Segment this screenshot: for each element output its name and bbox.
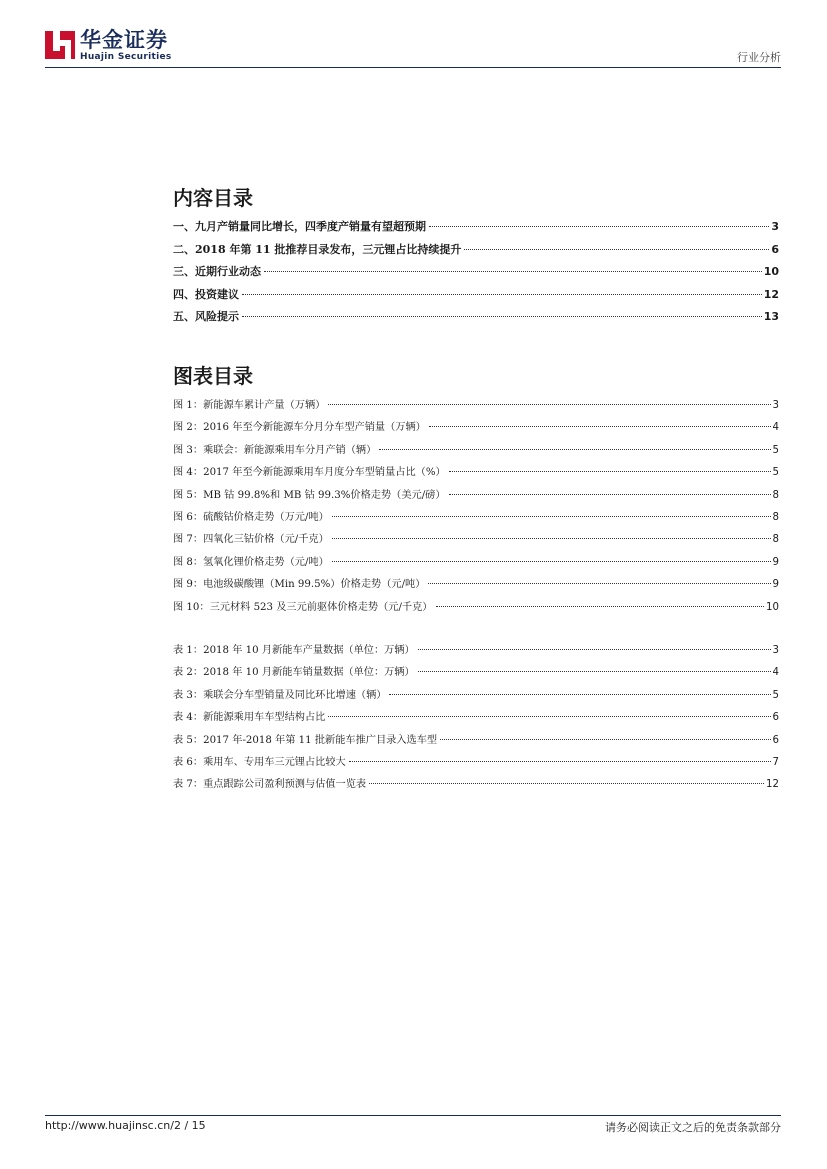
contents-entry-label: 四、投资建议	[173, 287, 239, 301]
dot-leader	[418, 649, 771, 650]
contents-entry[interactable]	[173, 241, 779, 264]
dot-leader	[242, 294, 762, 295]
contents-entry[interactable]	[173, 218, 779, 241]
figures-title: 图表目录	[173, 364, 253, 388]
table-entry-page: 6	[772, 712, 779, 724]
contents-entry[interactable]	[173, 308, 779, 331]
figure-entry-page: 5	[772, 444, 779, 456]
figure-entry-page: 8	[772, 534, 779, 546]
footer-url[interactable]: http://www.huajinsc.cn/2 / 15	[45, 1119, 206, 1132]
figure-entry-label: 图 3：乘联会：新能源乘用车分月产销（辆）	[173, 444, 377, 456]
page-header	[45, 28, 781, 68]
dot-leader	[429, 226, 769, 227]
dot-leader	[242, 316, 762, 317]
dot-leader	[369, 783, 764, 784]
dot-leader	[418, 671, 771, 672]
table-entry-label: 表 4：新能源乘用车车型结构占比	[173, 712, 326, 724]
figure-entry[interactable]	[173, 396, 779, 418]
figure-entry[interactable]	[173, 553, 779, 575]
dot-leader	[332, 561, 771, 562]
figure-entry-label: 图 4：2017 年至今新能源乘用车月度分车型销量占比（%）	[173, 467, 446, 479]
figure-entry[interactable]	[173, 598, 779, 620]
table-entry[interactable]	[173, 686, 779, 708]
table-entry-page: 7	[772, 756, 779, 768]
contents-entry[interactable]	[173, 286, 779, 309]
contents-entry-label: 三、近期行业动态	[173, 265, 261, 278]
header-divider	[45, 67, 781, 68]
contents-entry-label: 二、2018 年第 11 批推荐目录发布，三元锂占比持续提升	[173, 242, 462, 256]
figures-list	[173, 396, 779, 620]
contents-entry-page: 12	[763, 287, 779, 301]
figure-entry[interactable]	[173, 418, 779, 440]
dot-leader	[464, 249, 769, 250]
figure-entry-label: 图 6：硫酸钴价格走势（万元/吨）	[173, 511, 329, 523]
figure-entry-label: 图 8：氢氧化锂价格走势（元/吨）	[173, 556, 329, 568]
figure-entry-label: 图 7：四氧化三钴价格（元/千克）	[173, 534, 329, 546]
footer-disclaimer: 请务必阅读正文之后的免责条款部分	[605, 1121, 781, 1134]
contents-list	[173, 218, 779, 331]
dot-leader	[428, 583, 770, 584]
table-entry[interactable]	[173, 753, 779, 775]
figure-entry-page: 8	[772, 489, 779, 501]
figure-entry-page: 4	[772, 422, 779, 434]
dot-leader	[349, 761, 771, 762]
figure-entry-page: 5	[772, 467, 779, 479]
contents-entry-page: 10	[763, 265, 779, 278]
table-entry-page: 6	[772, 734, 779, 746]
footer-divider	[45, 1115, 781, 1116]
table-entry[interactable]	[173, 775, 779, 797]
figure-entry-page: 9	[772, 579, 779, 591]
contents-entry-label: 五、风险提示	[173, 310, 239, 323]
figure-entry[interactable]	[173, 486, 779, 508]
table-entry-label: 表 5：2017 年-2018 年第 11 批新能车推广目录入选车型	[173, 734, 438, 746]
figure-entry[interactable]	[173, 575, 779, 597]
figure-entry-label: 图 2：2016 年至今新能源车分月分车型产销量（万辆）	[173, 422, 426, 434]
figure-entry[interactable]	[173, 441, 779, 463]
dot-leader	[379, 449, 770, 450]
figure-entry-page: 3	[772, 400, 779, 411]
brand-name-cn: 华金证券	[80, 28, 168, 52]
figure-entry-page: 10	[766, 601, 779, 613]
contents-entry-label: 一、九月产销量同比增长，四季度产销量有望超预期	[173, 220, 426, 233]
table-entry-label: 表 2：2018 年 10 月新能车销量数据（单位：万辆）	[173, 667, 415, 679]
figure-entry-page: 9	[772, 556, 779, 568]
table-entry-label: 表 3：乘联会分车型销量及同比环比增速（辆）	[173, 689, 387, 701]
figure-entry-label: 图 1：新能源车累计产量（万辆）	[173, 400, 326, 411]
table-entry-page: 5	[772, 689, 779, 701]
contents-entry[interactable]	[173, 263, 779, 286]
dot-leader	[440, 739, 770, 740]
table-entry-page: 4	[772, 667, 779, 679]
table-entry[interactable]	[173, 641, 779, 663]
contents-entry-page: 6	[771, 242, 779, 256]
figure-entry-label: 图 10：三元材料 523 及三元前驱体价格走势（元/千克）	[173, 601, 433, 613]
tables-list	[173, 641, 779, 798]
figure-entry[interactable]	[173, 508, 779, 530]
company-logo	[45, 28, 185, 64]
dot-leader	[332, 538, 771, 539]
figure-entry[interactable]	[173, 530, 779, 552]
dot-leader	[449, 494, 771, 495]
table-entry-label: 表 6：乘用车、专用车三元锂占比较大	[173, 756, 346, 768]
contents-title: 内容目录	[173, 186, 253, 210]
logo-mark-icon	[45, 31, 75, 59]
table-entry-label: 表 1：2018 年 10 月新能车产量数据（单位：万辆）	[173, 645, 415, 656]
dot-leader	[436, 606, 765, 607]
dot-leader	[449, 471, 771, 472]
dot-leader	[429, 426, 771, 427]
dot-leader	[328, 716, 770, 717]
brand-name-en: Huajin Securities	[80, 52, 172, 62]
figure-entry-label: 图 5：MB 钴 99.8%和 MB 钴 99.3%价格走势（美元/磅）	[173, 489, 446, 501]
dot-leader	[332, 516, 771, 517]
dot-leader	[328, 404, 770, 405]
document-type: 行业分析	[737, 51, 781, 64]
table-entry[interactable]	[173, 663, 779, 685]
figure-entry[interactable]	[173, 463, 779, 485]
contents-entry-page: 13	[763, 310, 779, 323]
figure-entry-label: 图 9：电池级碳酸锂（Min 99.5%）价格走势（元/吨）	[173, 579, 426, 591]
table-entry-page: 3	[772, 645, 779, 656]
figure-entry-page: 8	[772, 511, 779, 523]
table-entry[interactable]	[173, 731, 779, 753]
dot-leader	[264, 271, 762, 272]
dot-leader	[389, 694, 770, 695]
table-entry-label: 表 7：重点跟踪公司盈利预测与估值一览表	[173, 779, 367, 791]
contents-entry-page: 3	[771, 220, 779, 233]
table-entry-page: 12	[766, 779, 779, 791]
table-entry[interactable]	[173, 708, 779, 730]
